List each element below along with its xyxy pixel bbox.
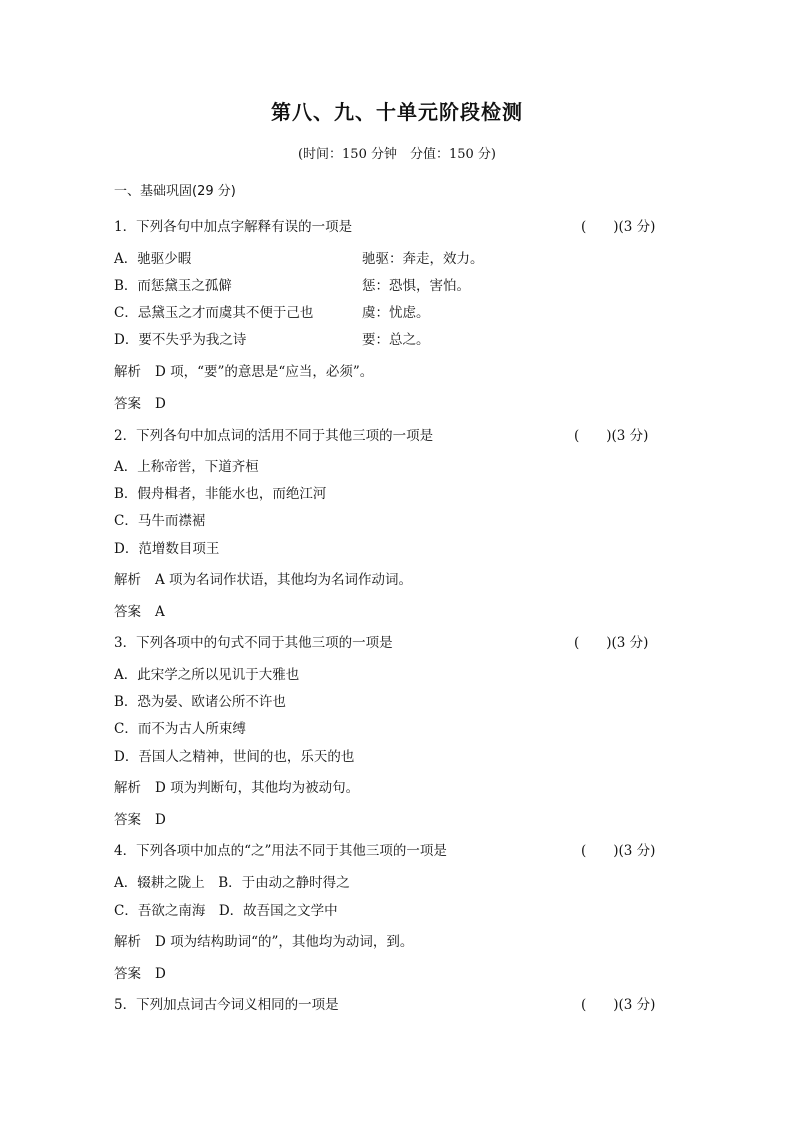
question-5-stem: 5．下列加点词古今词义相同的一项是 <box>114 997 339 1013</box>
question-4-analysis <box>114 930 413 950</box>
question-4-options-row-2: C．吾欲之南海 D．故吾国之文学中 <box>114 903 338 919</box>
question-1-stem: 1．下列各句中加点字解释有误的一项是 <box>114 219 353 235</box>
question-2-score: ( )(3 分) <box>574 428 649 444</box>
analysis-text: D 项，“要”的意思是“应当，必须”。 <box>155 364 374 380</box>
question-2-option-c: C．马牛而襟裾 <box>114 513 206 529</box>
question-1-option-d: D．要不失乎为我之诗 <box>114 332 247 348</box>
analysis-text: D 项为结构助词“的”，其他均为动词，到。 <box>155 934 414 950</box>
answer-label: 答案 <box>114 966 141 982</box>
question-2-analysis <box>114 568 412 588</box>
analysis-label: 解析 <box>114 780 141 796</box>
answer-text: A <box>155 604 165 620</box>
question-1-option-a-gloss: 驰驱：奔走，效力。 <box>362 251 484 267</box>
answer-label: 答案 <box>114 396 141 412</box>
question-2-stem: 2．下列各句中加点词的活用不同于其他三项的一项是 <box>114 428 434 444</box>
question-1-option-b-gloss: 惩：恐惧，害怕。 <box>362 278 470 294</box>
answer-text: D <box>155 812 166 828</box>
analysis-label: 解析 <box>114 934 141 950</box>
question-2-option-d: D．范增数目项王 <box>114 541 220 557</box>
analysis-text: D 项为判断句，其他均为被动句。 <box>155 780 360 796</box>
question-3-option-d: D．吾国人之精神，世间的也，乐天的也 <box>114 749 355 765</box>
analysis-label: 解析 <box>114 572 141 588</box>
question-1-answer <box>114 392 166 412</box>
question-4-answer <box>114 962 166 982</box>
question-4-options-row-1: A．辍耕之陇上 B．于由动之静时得之 <box>114 875 350 891</box>
question-3-score: ( )(3 分) <box>574 635 649 651</box>
question-1-option-a: A．驰驱少暇 <box>114 251 192 267</box>
question-4-score: ( )(3 分) <box>581 843 656 859</box>
page-title: 第八、九、十单元阶段检测 <box>271 100 523 124</box>
question-3-option-b: B．恐为晏、欧诸公所不许也 <box>114 694 286 710</box>
section-heading: 一、基础巩固(29 分) <box>114 184 236 199</box>
question-1-option-c-gloss: 虞：忧虑。 <box>362 305 430 321</box>
question-1-analysis <box>114 360 373 380</box>
question-2-answer <box>114 600 165 620</box>
answer-label: 答案 <box>114 812 141 828</box>
question-2-option-a: A．上称帝喾，下道齐桓 <box>114 459 259 475</box>
answer-label: 答案 <box>114 604 141 620</box>
question-2-option-b: B．假舟楫者，非能水也，而绝江河 <box>114 486 327 502</box>
question-3-answer <box>114 808 166 828</box>
exam-info: (时间：150 分钟 分值：150 分) <box>297 147 497 162</box>
question-3-option-c: C．而不为古人所束缚 <box>114 721 246 737</box>
question-3-stem: 3．下列各项中的句式不同于其他三项的一项是 <box>114 635 393 651</box>
question-3-analysis <box>114 776 359 796</box>
question-5-score: ( )(3 分) <box>581 997 656 1013</box>
question-1-option-b: B．而惩黛玉之孤僻 <box>114 278 232 294</box>
analysis-text: A 项为名词作状语，其他均为名词作动词。 <box>155 572 413 588</box>
question-1-score: ( )(3 分) <box>581 219 656 235</box>
answer-text: D <box>155 396 166 412</box>
question-1-option-c: C．忌黛玉之才而虞其不便于己也 <box>114 305 314 321</box>
question-1-option-d-gloss: 要：总之。 <box>362 332 430 348</box>
answer-text: D <box>155 966 166 982</box>
analysis-label: 解析 <box>114 364 141 380</box>
question-4-stem: 4．下列各项中加点的“之”用法不同于其他三项的一项是 <box>114 843 447 859</box>
question-3-option-a: A．此宋学之所以见讥于大雅也 <box>114 667 300 683</box>
